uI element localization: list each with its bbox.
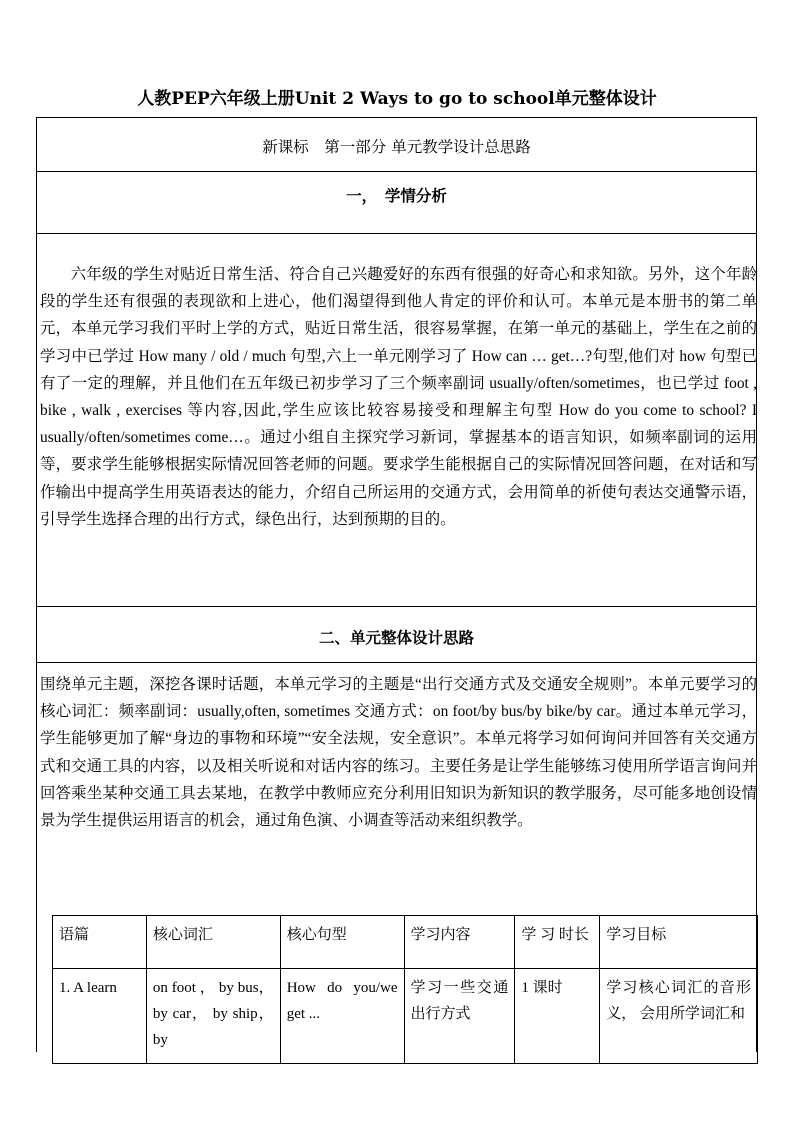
table-header-row bbox=[53, 916, 758, 969]
lesson-table bbox=[52, 915, 758, 1064]
document-title: 人教PEP六年级上册Unit 2 Ways to go to school单元整体设计 bbox=[137, 89, 657, 109]
cell-pattern: How do you/we get ... bbox=[280, 969, 404, 1064]
header-cell: 学习目标 bbox=[600, 916, 758, 969]
header-cell: 学习内容 bbox=[404, 916, 515, 969]
divider bbox=[37, 606, 756, 607]
table-row bbox=[53, 969, 758, 1064]
header-cell: 核心词汇 bbox=[146, 916, 280, 969]
part-title: 新课标 第一部分 单元教学设计总思路 bbox=[262, 138, 531, 156]
divider bbox=[37, 233, 756, 234]
divider bbox=[37, 662, 756, 663]
section1-heading: 一， 学情分析 bbox=[346, 186, 447, 205]
divider bbox=[37, 171, 756, 172]
header-cell: 学 习 时长 bbox=[515, 916, 600, 969]
cell-duration: 1 课时 bbox=[515, 969, 600, 1064]
header-cell: 核心句型 bbox=[280, 916, 404, 969]
section2-body: 围绕单元主题，深挖各课时话题，本单元学习的主题是“出行交通方式及交通安全规则”。本单元要学习的核心词汇：频率副词：usually,often, sometimes 交通方式：on foot/by bus/by bike/by car。通过本单元学习，学生能够更加了解“身边的事物和环境”“安全法规，安全意识”。本单元将学习如何询问并回答有关交通方式和交通工具的内容，以及相关听说和对话内容的练习。主要任务是让学生能够练习使用所学语言询问并回答乘坐某种交通工具去某地，在教学中教师应充分利用旧知识为新知识的教学服务，尽可能多地创设情景为学生提供运用语言的机会，通过角色演、小调查等活动来组织教学。 bbox=[40, 676, 757, 830]
design-table bbox=[36, 117, 757, 1052]
cell-content: 学习一些交通出行方式 bbox=[404, 969, 515, 1064]
cell-vocab: on foot ， by bus， by car， by ship， by bbox=[146, 969, 280, 1064]
header-cell: 语篇 bbox=[53, 916, 147, 969]
section1-body: 六年级的学生对贴近日常生活、符合自己兴趣爱好的东西有很强的好奇心和求知欲。另外，这个年龄段的学生还有很强的表现欲和上进心，他们渴望得到他人肯定的评价和认可。本单元是本册书的第二单元，本单元学习我们平时上学的方式，贴近日常生活，很容易掌握，在第一单元的基础上，学生在之前的学习中已学过 How many / old / much 句型,六上一单元刚学习了 How can … get…?句型,他们对 how 句型已有了一定的理解，并且他们在五年级已初步学习了三个频率副词 usually/often/sometimes，也已学过 foot , bike , walk , exercises 等内容,因此,学生应该比较容易接受和理解主句型 How do you come to school? I usually/often/sometimes come…。通过小组自主探究学习新词，掌握基本的语言知识，如频率副词的运用等，要求学生能够根据实际情况回答老师的问题。要求学生能根据自己的实际情况回答问题，在对话和写作输出中提高学生用英语表达的能力，介绍自己所运用的交通方式，会用简单的祈使句表达交通警示语，引导学生选择合理的出行方式，绿色出行，达到预期的目的。 bbox=[40, 266, 757, 528]
cell-goal: 学习核心词汇的音形义， 会用所学词汇和 bbox=[600, 969, 758, 1064]
cell-text: 1. A learn bbox=[53, 969, 147, 1064]
section2-heading: 二、单元整体设计思路 bbox=[318, 628, 474, 647]
